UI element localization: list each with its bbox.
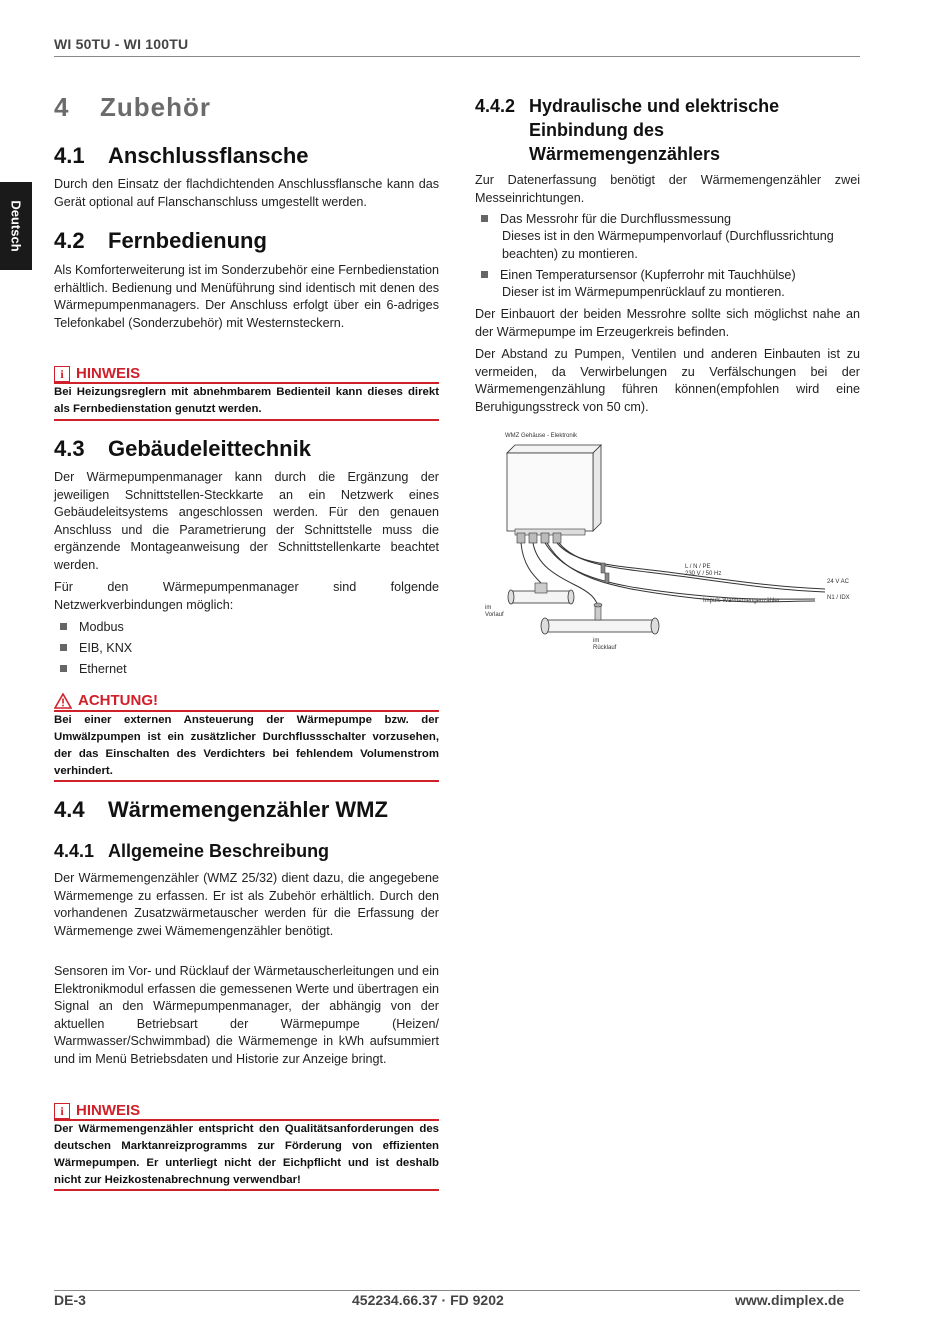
bullet-icon <box>60 644 67 651</box>
section-4-1-text: Durch den Einsatz der flachdichtenden Anschlussflansche kann das Gerät optional auf Flanschanschluss umgestellt werden. <box>54 177 439 209</box>
idx-label: N1 / IDX <box>827 595 850 601</box>
section-4-3-text-1: Der Wärmepumpenmanager kann durch die Ergänzung der jeweiligen Schnittstellen-Steckkarte an ein Netzwerk eines Gebäudeleitsystems angeschlossen werden. Für den genauen Anschluss und die Parametrierung der Schnittstelle muss die ergänzende Montageanweisung der Schnittstellenkarte beachtet werden. <box>54 470 439 572</box>
section-4-2-heading <box>54 228 267 254</box>
note-rule-bottom <box>54 419 439 421</box>
bullet-icon <box>481 271 488 278</box>
section-number: 4.3 <box>54 436 85 461</box>
website-link[interactable]: www.dimplex.de <box>735 1292 845 1308</box>
warning-rule-bottom <box>54 780 439 782</box>
section-4-4-2-heading <box>475 94 779 166</box>
warning-icon <box>54 693 72 709</box>
section-4-4-heading <box>54 797 388 823</box>
list-item: EIB, KNX <box>60 639 132 657</box>
power-label: L / N / PE <box>685 564 711 570</box>
note-label: HINWEIS <box>76 1102 141 1119</box>
ac-label: 24 V AC <box>827 579 850 585</box>
temperature-sensor-pipe <box>541 603 659 634</box>
note-text: Bei Heizungsreglern mit abnehmbarem Bedienteil kann dieses direkt als Fernbedienstation genutzt werden. <box>54 386 439 415</box>
section-4-2-text: Als Komforterweiterung ist im Sonderzubehör eine Fernbedienstation erhältlich. Bedienung und Menüführung sind identisch mit denen des Wärmepumpenmanagers. Der Anschluss erfolgt über ein 6-adriges Telefonkabel (Sonderzubehör) mit Westernsteckern. <box>54 263 440 330</box>
chapter-number: 4 <box>54 92 70 122</box>
bullet-icon <box>481 215 488 222</box>
section-number: 4.2 <box>54 228 85 253</box>
section-4-4-1-text-2: Sensoren im Vor- und Rücklauf der Wärmetauscherleitungen und ein Elektronikmodul erfassen die gemessenen Werte und übertragen ein Signal an den Wärmepumpenmanager, der abhängig von der aktuellen Betriebsart der Wärmepumpe (Heizen/ Warmwasser/Schwimmbad) die Wärmemenge in kWh aufsummiert und im Menü Betriebsdaten und Historie zur Anzeige bringt. <box>54 964 439 1066</box>
footer-rule <box>54 1290 860 1291</box>
impulse-label: Impuls Wärmemengenzähler <box>703 598 780 604</box>
vorlauf-label-line-1: im <box>485 605 492 611</box>
ruecklauf-label-line-1: im <box>593 638 600 644</box>
header-rule <box>54 56 860 57</box>
section-4-4-1-text-1: Der Wärmemengenzähler (WMZ 25/32) dient dazu, die angegebene Wärmemenge zu erfassen. Er ist als Zubehör erhältlich. Durch den vorhandenen Zusatzwärmetauscher werden für die Erfassung der Wärmemenge zwei Wämemengenzähler benötigt. <box>54 871 439 938</box>
section-title-line-3: Wärmemengenzählers <box>529 144 721 164</box>
bullet-icon <box>60 665 67 672</box>
note-hinweis-2 <box>54 1102 140 1119</box>
list-item: Modbus <box>60 618 124 636</box>
chapter-heading <box>54 92 211 123</box>
section-title-line-1: Hydraulische und elektrische <box>529 96 780 116</box>
section-title-line-2: Einbindung des <box>529 120 664 140</box>
note-rule-bottom <box>54 1189 439 1191</box>
section-number: 4.1 <box>54 143 85 168</box>
bullet-icon <box>60 623 67 630</box>
list-item-detail: Dieses ist in den Wärmepumpenvorlauf (Durchflussrichtung beachten) zu montieren. <box>502 229 834 261</box>
section-4-3-text-2: Für den Wärmepumpenmanager sind folgende Netzwerkverbindungen möglich: <box>54 580 439 612</box>
flow-meter-pipe <box>508 583 574 604</box>
list-item: Ethernet <box>60 660 127 678</box>
vorlauf-label-line-2: Vorlauf <box>485 612 504 618</box>
language-tab <box>0 182 32 270</box>
section-4-4-2-text-3: Der Abstand zu Pumpen, Ventilen und anderen Einbauten ist zu vermeiden, da Verwirbelungen zu Verfälschungen bei der Wärmemengenzählung führen können(empfohlen wird eine Beruhigungsstreck von 50 cm). <box>475 347 860 414</box>
warning-text: Bei einer externen Ansteuerung der Wärmepumpe bzw. der Umwälzpumpen ist ein zusätzlicher Durchflussschalter vorzusehen, der das Einschalten des Verdichters bei fehlendem Volumenstrom verhindert. <box>54 714 439 777</box>
ruecklauf-label-line-2: Rücklauf <box>593 645 617 651</box>
section-number: 4.4 <box>54 797 85 822</box>
chapter-title: Zubehör <box>100 92 211 122</box>
section-title: Anschlussflansche <box>108 143 309 168</box>
section-4-3-heading <box>54 436 311 462</box>
section-4-1-heading <box>54 143 309 169</box>
language-tab-label: Deutsch <box>8 200 24 252</box>
list-item: Einen Temperatursensor (Kupferrohr mit Tauchhülse) <box>481 266 860 284</box>
note-text: Der Wärmemengenzähler entspricht den Qualitätsanforderungen des deutschen Marktanreizprogramms zur Förderung von effizienten Wärmepumpen. Er unterliegt nicht der Eichpflicht und ist deshalb nicht zur Heizkostenabrechnung verwendbar! <box>54 1123 439 1186</box>
note-hinweis-1 <box>54 365 140 382</box>
section-number: 4.4.1 <box>54 841 95 861</box>
section-4-4-1-heading <box>54 841 329 862</box>
power-spec-label: 230 V / 50 Hz <box>685 571 722 577</box>
list-item-detail: Dieser ist im Wärmepumpenrücklauf zu montieren. <box>502 285 785 299</box>
section-title: Gebäudeleittechnik <box>108 436 311 461</box>
page-number: DE-3 <box>54 1292 86 1308</box>
warning-achtung <box>54 692 158 709</box>
running-header: WI 50TU - WI 100TU <box>54 36 189 52</box>
wmz-installation-diagram <box>475 425 860 665</box>
section-4-4-2-text-1: Zur Datenerfassung benötigt der Wärmemengenzähler zwei Messeinrichtungen. <box>475 173 860 205</box>
section-title: Fernbedienung <box>108 228 267 253</box>
section-title: Allgemeine Beschreibung <box>108 841 330 861</box>
document-number: 452234.66.37 · FD 9202 <box>352 1292 504 1308</box>
section-number: 4.4.2 <box>475 96 516 116</box>
info-icon: i <box>54 1103 70 1119</box>
section-title: Wärmemengenzähler WMZ <box>108 797 388 822</box>
electronics-housing <box>507 445 601 535</box>
section-4-4-2-text-2: Der Einbauort der beiden Messrohre sollte sich möglichst nahe an der Wärmepumpe im Erzeugerkreis befinden. <box>475 307 860 339</box>
info-icon: i <box>54 366 70 382</box>
list-item: Das Messrohr für die Durchflussmessung <box>481 210 860 228</box>
warning-label: ACHTUNG! <box>78 692 158 709</box>
note-label: HINWEIS <box>76 365 141 382</box>
housing-label: WMZ Gehäuse - Elektronik <box>505 433 578 439</box>
